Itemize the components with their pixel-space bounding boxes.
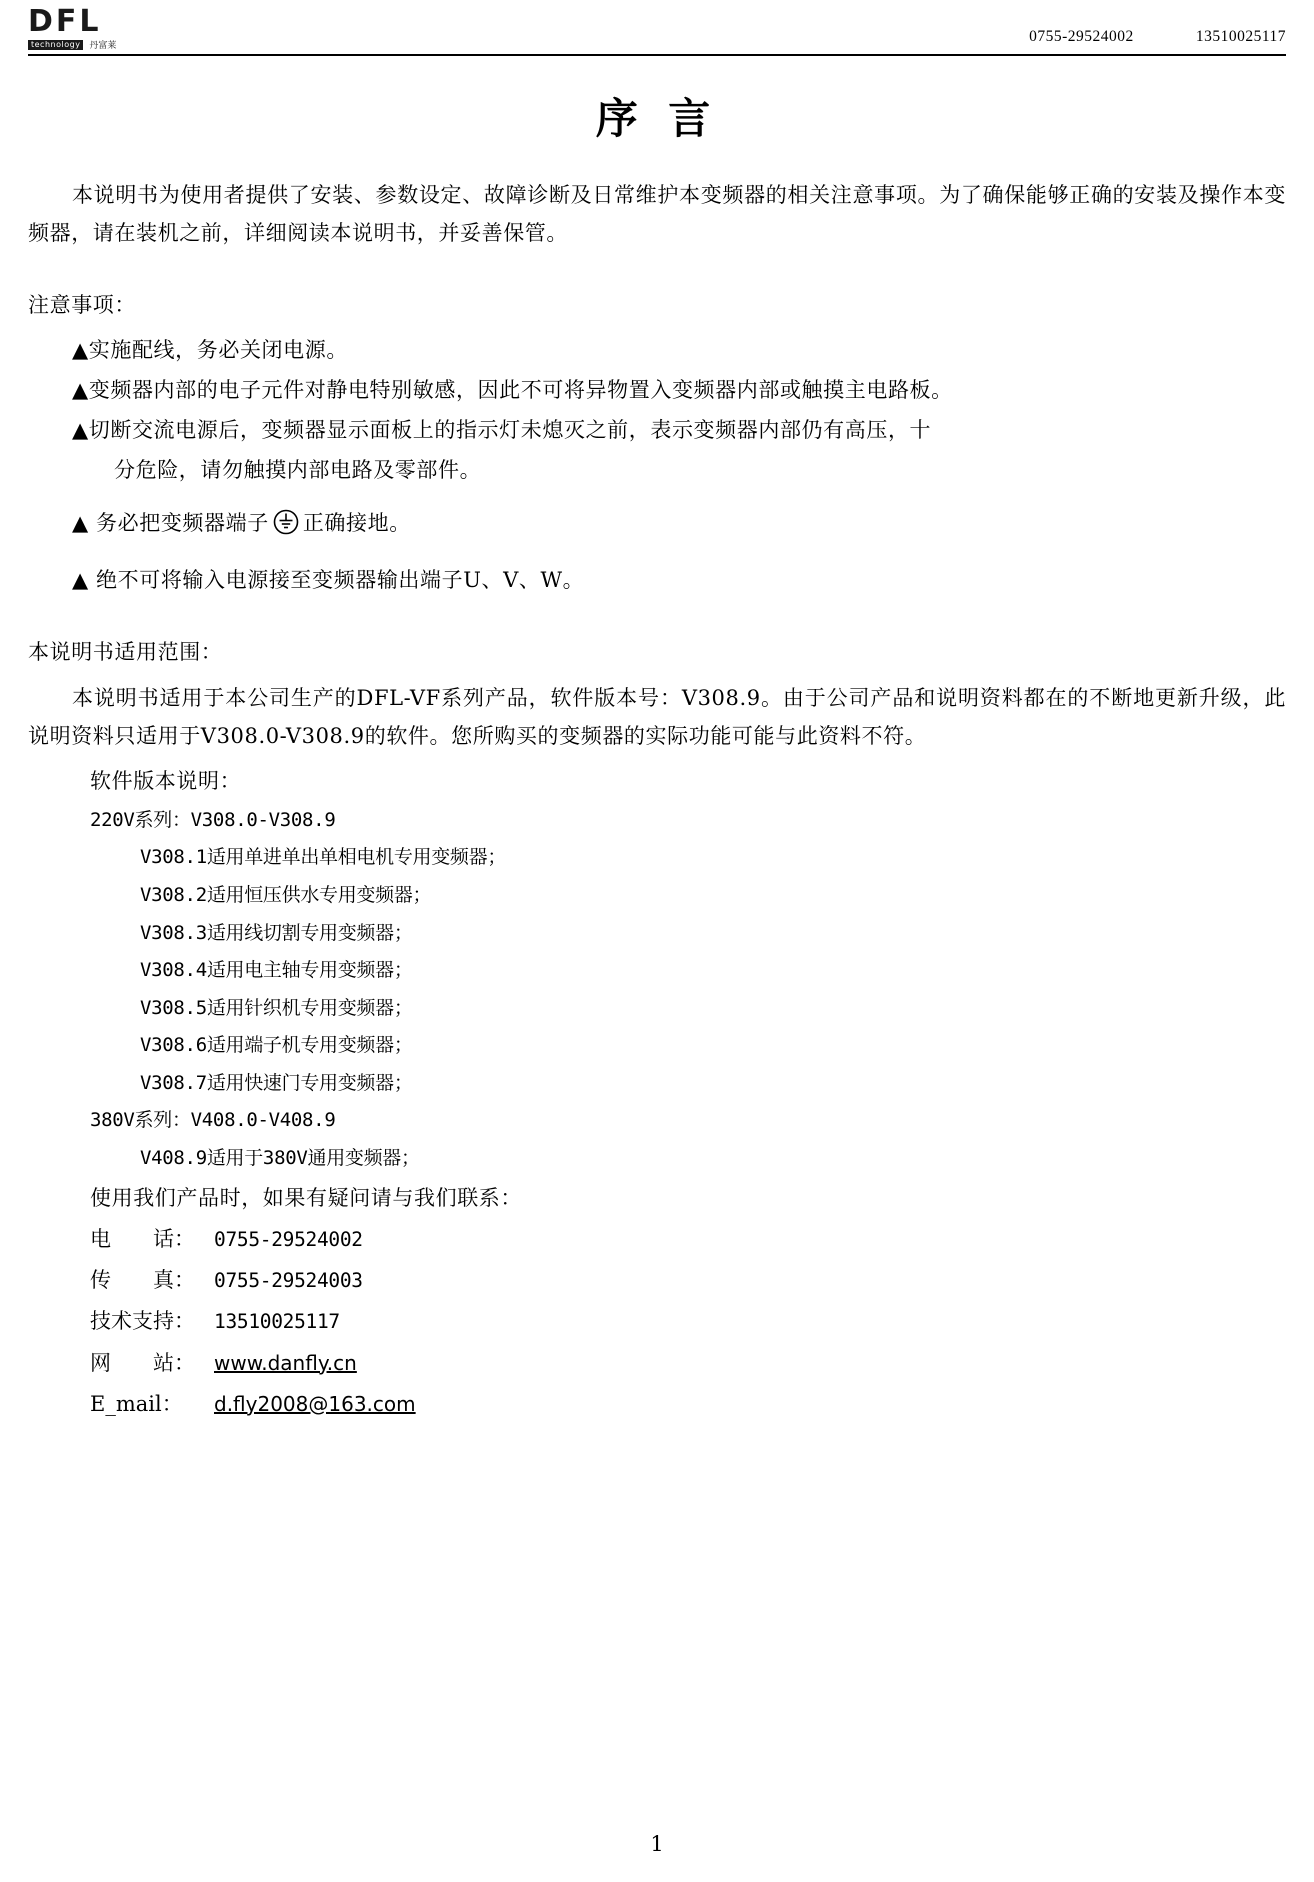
version-item-220-3: V308.3适用线切割专用变频器； [140, 921, 413, 944]
header-contacts [1029, 28, 1286, 52]
contact-value-support: 13510025117 [214, 1310, 340, 1334]
header-phone: 0755-29524002 [1029, 28, 1134, 45]
version-item-220-4: V308.4适用电主轴专用变频器； [140, 959, 413, 982]
logo-subtitle-cn: 丹富莱 [89, 39, 117, 50]
scope-paragraph: 本说明书适用于本公司生产的DFL-VF系列产品，软件版本号：V308.9。由于公司产品和说明资料都在的不断地更新升级，此说明资料只适用于V308.0-V308.9的软件。您所购买的变频器的实际功能可能与此资料不符。 [28, 686, 1286, 749]
version-item-220-1: V308.1适用单进单出单相电机专用变频器； [140, 846, 507, 869]
version-item-220-2: V308.2适用恒压供水专用变频器； [140, 884, 432, 906]
intro-paragraph: 本说明书为使用者提供了安装、参数设定、故障诊断及日常维护本变频器的相关注意事项。为了确保能够正确的安装及操作本变频器，请在装机之前，详细阅读本说明书，并妥善保管。 [28, 183, 1286, 246]
note-ground-suffix: 正确接地。 [302, 510, 411, 535]
logo-text: DFL [28, 4, 102, 39]
contact-value-phone: 0755-29524002 [214, 1227, 363, 1251]
page-number: 1 [650, 1832, 664, 1856]
version-item-220-7: V308.7适用快速门专用变频器； [140, 1071, 413, 1094]
note-item-ground [28, 504, 1286, 547]
version-group-380-label: 380V系列：V408.0-V408.9 [90, 1109, 336, 1132]
note-item-1: ▲实施配线，务必关闭电源。 [72, 337, 348, 362]
contact-row-phone [28, 1220, 1286, 1258]
contact-row-website [28, 1344, 1286, 1382]
contact-heading: 使用我们产品时，如果有疑问请与我们联系： [90, 1185, 522, 1210]
company-logo [28, 4, 117, 52]
notes-heading: 注意事项： [28, 293, 136, 318]
contact-row-fax [28, 1261, 1286, 1299]
contact-row-email [28, 1385, 1286, 1423]
version-group-220-label: 220V系列：V308.0-V308.9 [90, 808, 336, 831]
scope-heading: 本说明书适用范围： [28, 639, 223, 664]
versions-heading: 软件版本说明： [90, 768, 242, 793]
earth-ground-icon [273, 509, 299, 547]
page-title: 序 言 [595, 94, 719, 143]
contact-label-support: 技术支持： [90, 1309, 195, 1334]
logo-subtitle [28, 40, 116, 50]
page-header [28, 0, 1286, 56]
logo-subtitle-en: technology [28, 40, 83, 50]
version-item-380-1: V408.9适用于380V通用变频器； [140, 1147, 420, 1170]
note-item-2: ▲变频器内部的电子元件对静电特别敏感，因此不可将异物置入变频器内部或触摸主电路板。 [72, 377, 953, 402]
contact-label-email: E_mail： [90, 1391, 183, 1416]
note-item-last: ▲ 绝不可将输入电源接至变频器输出端子U、V、W。 [72, 567, 585, 592]
note-item-3: ▲切断交流电源后，变频器显示面板上的指示灯未熄灭之前，表示变频器内部仍有高压，十 [72, 418, 932, 443]
contact-label-fax: 传 真： [90, 1268, 195, 1293]
contact-value-fax: 0755-29524003 [214, 1269, 363, 1293]
email-link[interactable]: d.fly2008@163.com [214, 1391, 416, 1416]
contact-label-phone: 电 话： [90, 1226, 195, 1251]
document-content [28, 176, 1286, 1423]
note-ground-prefix: ▲ 务必把变频器端子 [72, 510, 269, 535]
version-item-220-6: V308.6适用端子机专用变频器； [140, 1034, 413, 1057]
contact-row-support [28, 1302, 1286, 1340]
version-item-220-5: V308.5适用针织机专用变频器； [140, 996, 413, 1019]
header-mobile: 13510025117 [1195, 28, 1286, 45]
note-item-3-continued: 分危险，请勿触摸内部电路及零部件。 [114, 458, 482, 483]
website-link[interactable]: www.danfly.cn [214, 1350, 357, 1375]
contact-label-website: 网 站： [90, 1350, 195, 1375]
